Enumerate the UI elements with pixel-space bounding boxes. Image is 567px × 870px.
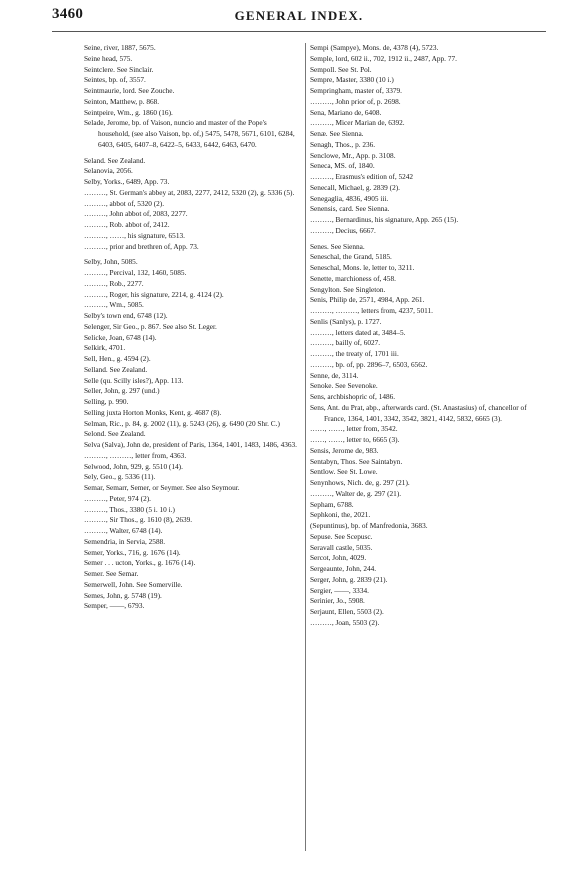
index-entry: ………, Decius, 6667. (310, 225, 376, 235)
index-entry: Semendria, in Servia, 2588. (84, 536, 166, 546)
index-entry: Selicke, Joan, 6748 (14). (84, 332, 157, 342)
index-entry: ………, Walter de, g. 297 (21). (310, 488, 402, 498)
index-entry: Sergier, ——, 3334. (310, 585, 369, 595)
index-entry: Senecall, Michael, g. 2839 (2). (310, 182, 400, 192)
index-entry: ………, ……, his signature, 6513. (84, 230, 185, 240)
index-entry: ………, John prior of, p. 2698. (310, 96, 401, 106)
index-entry: Semple, lord, 602 ii., 702, 1912 ii., 2487, App. 77. (310, 53, 457, 63)
index-entry: Sentabyn, Thos. See Saintabyn. (310, 456, 403, 466)
index-entry: Sell, Hen., g. 4594 (2). (84, 354, 151, 363)
index-entry: ………, Sir Thos., g. 1610 (8), 2639. (84, 515, 193, 525)
index-entry: Semer . . . ucton, Yorks., g. 1676 (14). (84, 558, 196, 568)
index-entry: Serger, John, g. 2839 (21). (310, 574, 388, 584)
index-entry: Selkirk, 4701. (84, 343, 126, 353)
index-entry: Sensis, Jerome de, 983. (310, 445, 379, 455)
index-entry: ………, Thos., 3380 (5 i. 10 i.) (84, 504, 175, 514)
index-entry: Senagh, Thos., p. 236. (310, 139, 376, 149)
index-entry: ………, letters dated at, 3484–5. (310, 327, 406, 337)
index-entry: Sempi (Sampye), Mons. de, 4378 (4), 5723. (310, 43, 439, 52)
index-entry: ………, ………, letters from, 4237, 5011. (310, 306, 433, 315)
index-entry: Sely, Geo., g. 5336 (11). (84, 472, 156, 482)
index-entry: Selva (Salva), John de, president of Paris, 1364, 1401, 1483, 1486, 4363. (84, 440, 298, 449)
index-entry: Selade, Jerome, bp. of Vaison, nuncio and master of the Pope's household, (see also Vaison, bp. of,) 5475, 5478, 5671, 6101, 6284, 6403, 6405, 6407–8, 6422–5, 6433, 6442, 6463, 6470. (84, 118, 295, 149)
index-entry: ………, Roger, his signature, 2214, g. 4124 (2). (84, 289, 224, 299)
index-entry: Seinton, Matthew, p. 868. (84, 96, 160, 106)
index-entry: ………, Micer Marian de, 6392. (310, 118, 405, 128)
index-entry: Sergeaunte, John, 244. (310, 564, 377, 573)
index-entry: Selby, John, 5085. (84, 257, 138, 267)
index-entry: ………, Peter, 974 (2). (84, 493, 151, 503)
index-entry: Senette, marchioness of, 458. (310, 273, 396, 283)
index-entry: Semes, John, g. 5748 (19). (84, 590, 162, 600)
index-entry: Senis, Philip de, 2571, 4984, App. 261. (310, 295, 425, 305)
index-entry: Seller, John, g. 297 (und.) (84, 386, 160, 396)
header-rule (52, 31, 546, 32)
index-entry: Semerwell, John. See Somerville. (84, 579, 183, 589)
index-entry: ………, bp. of, pp. 2896–7, 6503, 6562. (310, 359, 428, 369)
index-entry: ………, prior and brethren of, App. 73. (84, 241, 199, 251)
index-entry: ………, the treaty of, 1701 iii. (310, 349, 399, 358)
index-entry: Selling, p. 990. (84, 397, 129, 406)
index-entry: ………, John abbot of, 2083, 2277. (84, 209, 188, 219)
page-number: 3460 (52, 6, 84, 22)
page-header (52, 6, 546, 28)
index-entry: Seine, river, 1887, 5675. (84, 43, 156, 52)
index-entry: Selanovia, 2056. (84, 166, 133, 176)
index-entry: ………, abbot of, 5320 (2). (84, 198, 165, 208)
index-entry: ………, Walter, 6748 (14). (84, 526, 163, 535)
index-column-left (84, 43, 299, 612)
index-entry: Selby's town end, 6748 (12). (84, 311, 168, 320)
index-entry: Sephkoni, the, 2021. (310, 510, 371, 520)
index-entry: Senne, de, 3114. (310, 370, 359, 380)
index-entry: Senes. See Sienna. (310, 241, 365, 251)
index-entry: Seintclere. See Sinclair. (84, 64, 154, 74)
index-entry: Sengylton. See Singleton. (310, 284, 386, 294)
index-entry: Sena, Mariano de, 6408. (310, 107, 382, 117)
index-entry: Senoke. See Sevenoke. (310, 381, 378, 391)
index-entry: Senegaglia, 4836, 4905 iii. (310, 193, 389, 203)
index-entry: Semper, ——, 6793. (84, 601, 145, 611)
index-entry: Serinier, Jo., 5908. (310, 596, 365, 606)
index-entry: (Sepuntinus), bp. of Manfredonia, 3683. (310, 521, 428, 530)
index-entry: Sens, Ant. du Prat, abp., afterwards card. (St. Anastasius) of, chancellor of France, 1364, 1401, 3342, 3542, 3821, 4142, 5832, 6665 (3). (310, 402, 527, 423)
index-entry: Selenger, Sir Geo., p. 867. See also St. Leger. (84, 321, 217, 331)
index-entry: Senclowe, Mr., App. p. 3108. (310, 150, 396, 160)
column-divider (305, 43, 306, 851)
index-entry: Seintes, bp. of, 3557. (84, 75, 146, 85)
running-head: GENERAL INDEX. (234, 8, 364, 23)
index-entry: Senynhows, Nich. de, g. 297 (21). (310, 478, 410, 487)
index-entry: ……, ……, letter to, 6665 (3). (310, 435, 400, 444)
index-entry: Semer, Yorks., 716, g. 1676 (14). (84, 547, 181, 557)
index-entry: Seine head, 575. (84, 53, 133, 63)
index-entry: Seintpeire, Wm., g. 1860 (16). (84, 107, 173, 117)
index-entry: Sepuse. See Scepusc. (310, 531, 373, 541)
index-entry: ………, Joan, 5503 (2). (310, 617, 380, 627)
index-entry: Semar, Semarr, Semer, or Seymer. See also Seymour. (84, 483, 240, 492)
index-entry: ………, Bernardinus, his signature, App. 265 (15). (310, 215, 459, 224)
index-entry: Sepham, 6788. (310, 499, 354, 509)
index-entry: ………, Rob., 2277. (84, 278, 144, 288)
index-entry: Semer. See Semar. (84, 569, 139, 578)
index-entry: Senensis, card. See Sienna. (310, 204, 390, 214)
index-entry: Senæ. See Sienna. (310, 129, 364, 138)
index-entry: ………, Rob. abbot of, 2412. (84, 220, 170, 229)
index-column-right (310, 43, 547, 629)
index-entry: Serjaunt, Ellen, 5503 (2). (310, 607, 384, 616)
index-entry: Sempoll. See St. Pol. (310, 64, 372, 74)
index-entry: Seneschal, the Grand, 5185. (310, 252, 392, 262)
index-entry: Selby, Yorks., 6489, App. 73. (84, 177, 170, 186)
index-entry: Seneschal, Mons. le, letter to, 3211. (310, 263, 415, 272)
index-entry: Seintmaurie, lord. See Zouche. (84, 86, 175, 95)
index-entry: Seland. See Zealand. (84, 155, 146, 165)
index-entry: Selland. See Zealand. (84, 364, 148, 374)
index-entry: ………, Percival, 132, 1460, 5085. (84, 268, 187, 277)
index-entry: Sentlow. See St. Lowe. (310, 467, 378, 477)
index-entry: Senlis (Sanlys), p. 1727. (310, 316, 382, 326)
index-entry: Sens, archbishopric of, 1486. (310, 392, 396, 401)
index-entry: ………, Wm., 5085. (84, 300, 144, 310)
index-entry: ……, ……, letter from, 3542. (310, 424, 398, 434)
index-entry: Selle (qu. Scilly isles?), App. 113. (84, 375, 184, 385)
index-entry: Sempringham, master of, 3379. (310, 86, 403, 95)
index-entry: Selond. See Zealand. (84, 429, 146, 439)
index-entry: Sercot, John, 4029. (310, 553, 367, 563)
index-entry: Selwood, John, 929, g. 5510 (14). (84, 461, 183, 471)
index-entry: ………, St. German's abbey at, 2083, 2277, 2412, 5320 (2), g. 5336 (5). (84, 187, 295, 197)
index-entry: Seravall castle, 5035. (310, 542, 373, 552)
index-entry: ………, ………, letter from, 4363. (84, 450, 187, 460)
index-entry: ………, Erasmus's edition of, 5242 (310, 172, 414, 181)
index-entry: Selman, Ric., p. 84, g. 2002 (11), g. 5243 (26), g. 6490 (20 Shr. C.) (84, 418, 280, 428)
index-entry: Selling juxta Horton Monks, Kent, g. 4687 (8). (84, 407, 222, 417)
index-entry: Seneca, MS. of, 1840. (310, 161, 375, 171)
index-entry: ………, bailly of, 6027. (310, 338, 381, 348)
index-entry: Sempre, Master, 3380 (10 i.) (310, 75, 394, 85)
